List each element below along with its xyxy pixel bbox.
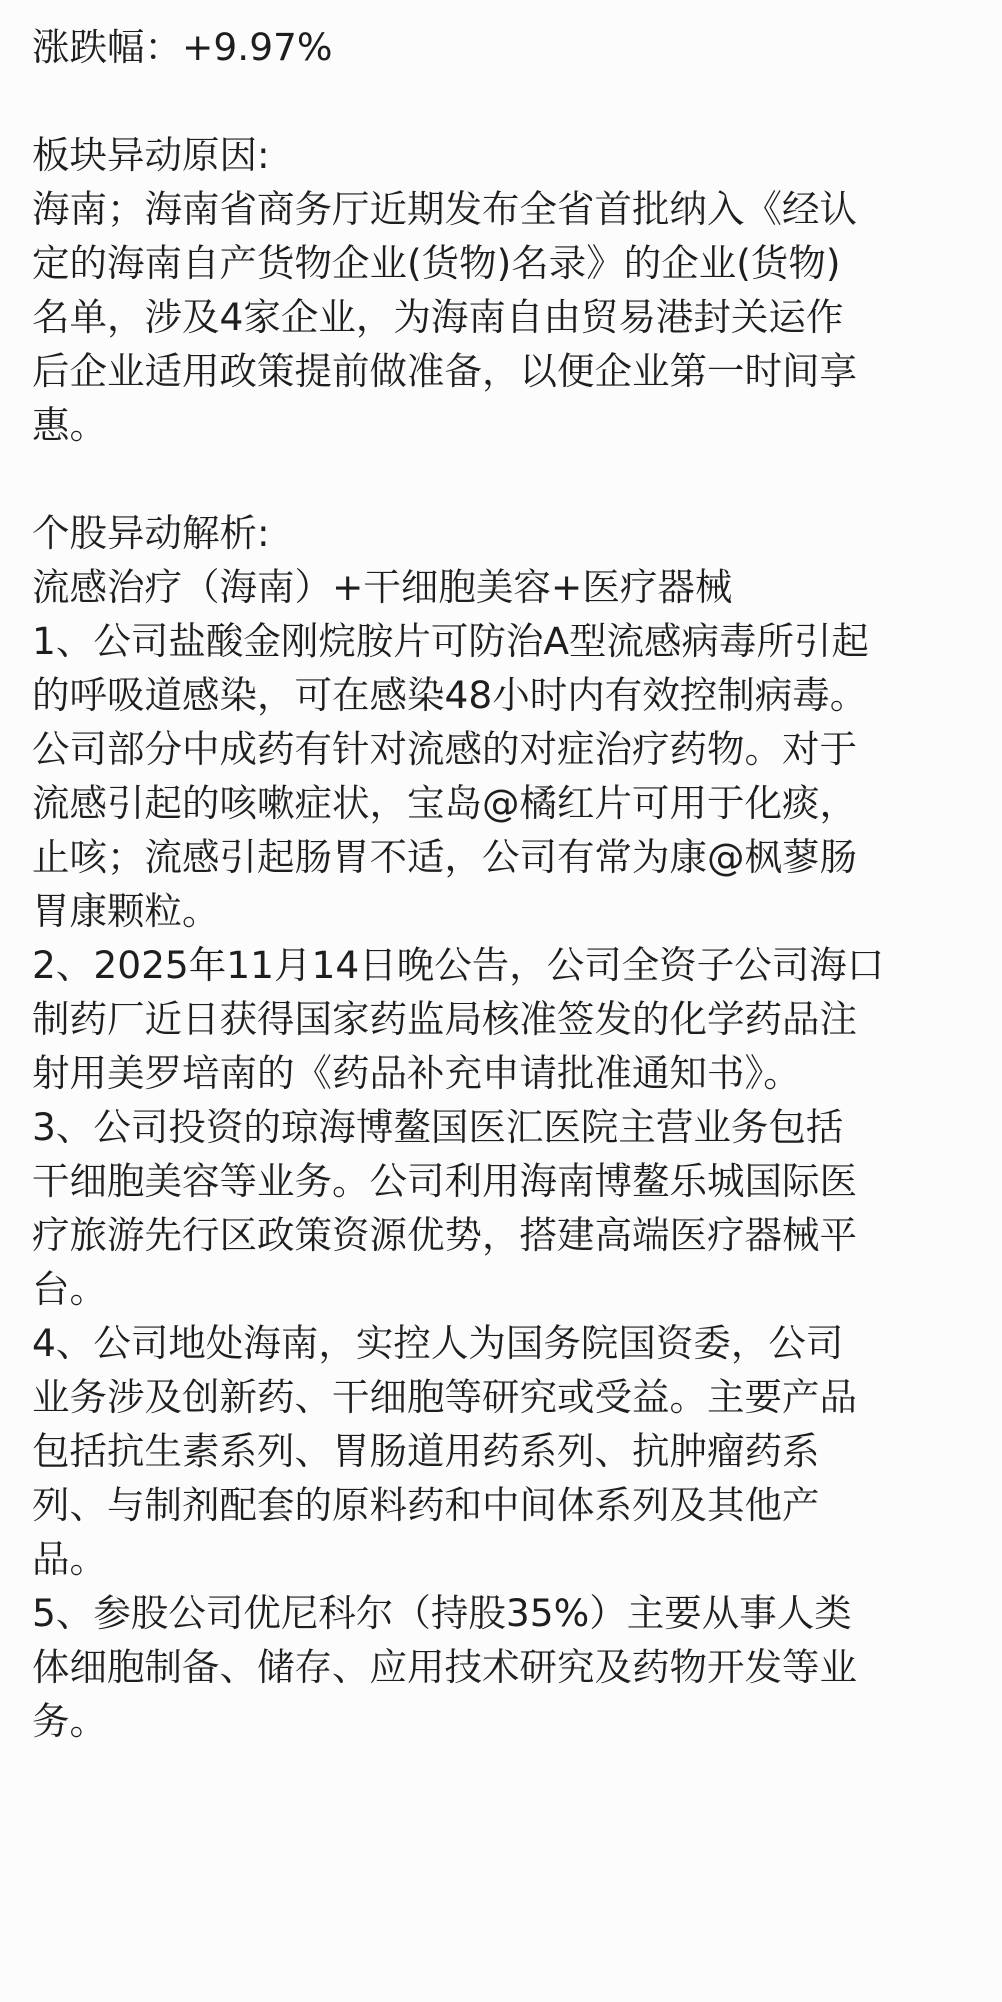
stock-line: 干细胞美容等业务。公司利用海南博鳌乐城国际医 [32, 1159, 857, 1203]
stock-line: 品。 [32, 1537, 107, 1581]
sector-line: 定的海南自产货物企业(货物)名录》的企业(货物) [32, 241, 841, 285]
stock-line: 台。 [32, 1267, 107, 1311]
stock-line: 的呼吸道感染，可在感染48小时内有效控制病毒。 [32, 673, 868, 717]
stock-line: 疗旅游先行区政策资源优势，搭建高端医疗器械平 [32, 1213, 857, 1257]
stock-line: 射用美罗培南的《药品补充申请批准通知书》。 [32, 1051, 801, 1095]
change-value: +9.97% [182, 25, 333, 69]
stock-line: 业务涉及创新药、干细胞等研究或受益。主要产品 [32, 1375, 857, 1419]
spacer [32, 74, 980, 128]
spacer [32, 452, 980, 506]
change-label: 涨跌幅： [32, 25, 182, 69]
stock-tags: 流感治疗（海南）+干细胞美容+医疗器械 [32, 565, 733, 609]
stock-line: 3、公司投资的琼海博鳌国医汇医院主营业务包括 [32, 1105, 844, 1149]
change-line [32, 20, 980, 74]
stock-line: 5、参股公司优尼科尔（持股35%）主要从事人类 [32, 1591, 852, 1635]
stock-line: 止咳；流感引起肠胃不适，公司有常为康@枫蓼肠 [32, 835, 857, 879]
stock-line: 1、公司盐酸金刚烷胺片可防治A型流感病毒所引起 [32, 619, 870, 663]
sector-line: 惠。 [32, 403, 107, 447]
stock-line: 包括抗生素系列、胃肠道用药系列、抗肿瘤药系 [32, 1429, 820, 1473]
stock-line: 2、2025年11月14日晚公告，公司全资子公司海口 [32, 943, 885, 987]
stock-line: 制药厂近日获得国家药监局核准签发的化学药品注 [32, 997, 857, 1041]
sector-heading: 板块异动原因: [32, 133, 270, 177]
sector-line: 海南；海南省商务厅近期发布全省首批纳入《经认 [32, 187, 857, 231]
stock-line: 公司部分中成药有针对流感的对症治疗药物。对于 [32, 727, 857, 771]
stock-line: 流感引起的咳嗽症状，宝岛@橘红片可用于化痰， [32, 781, 857, 825]
stock-line: 务。 [32, 1699, 107, 1743]
stock-line: 列、与制剂配套的原料药和中间体系列及其他产 [32, 1483, 820, 1527]
stock-line: 4、公司地处海南，实控人为国务院国资委，公司 [32, 1321, 844, 1365]
stock-line: 胃康颗粒。 [32, 889, 220, 933]
sector-line: 名单，涉及4家企业，为海南自由贸易港封关运作 [32, 295, 844, 339]
stock-heading: 个股异动解析: [32, 511, 270, 555]
stock-line: 体细胞制备、储存、应用技术研究及药物开发等业 [32, 1645, 857, 1689]
sector-line: 后企业适用政策提前做准备，以便企业第一时间享 [32, 349, 857, 393]
